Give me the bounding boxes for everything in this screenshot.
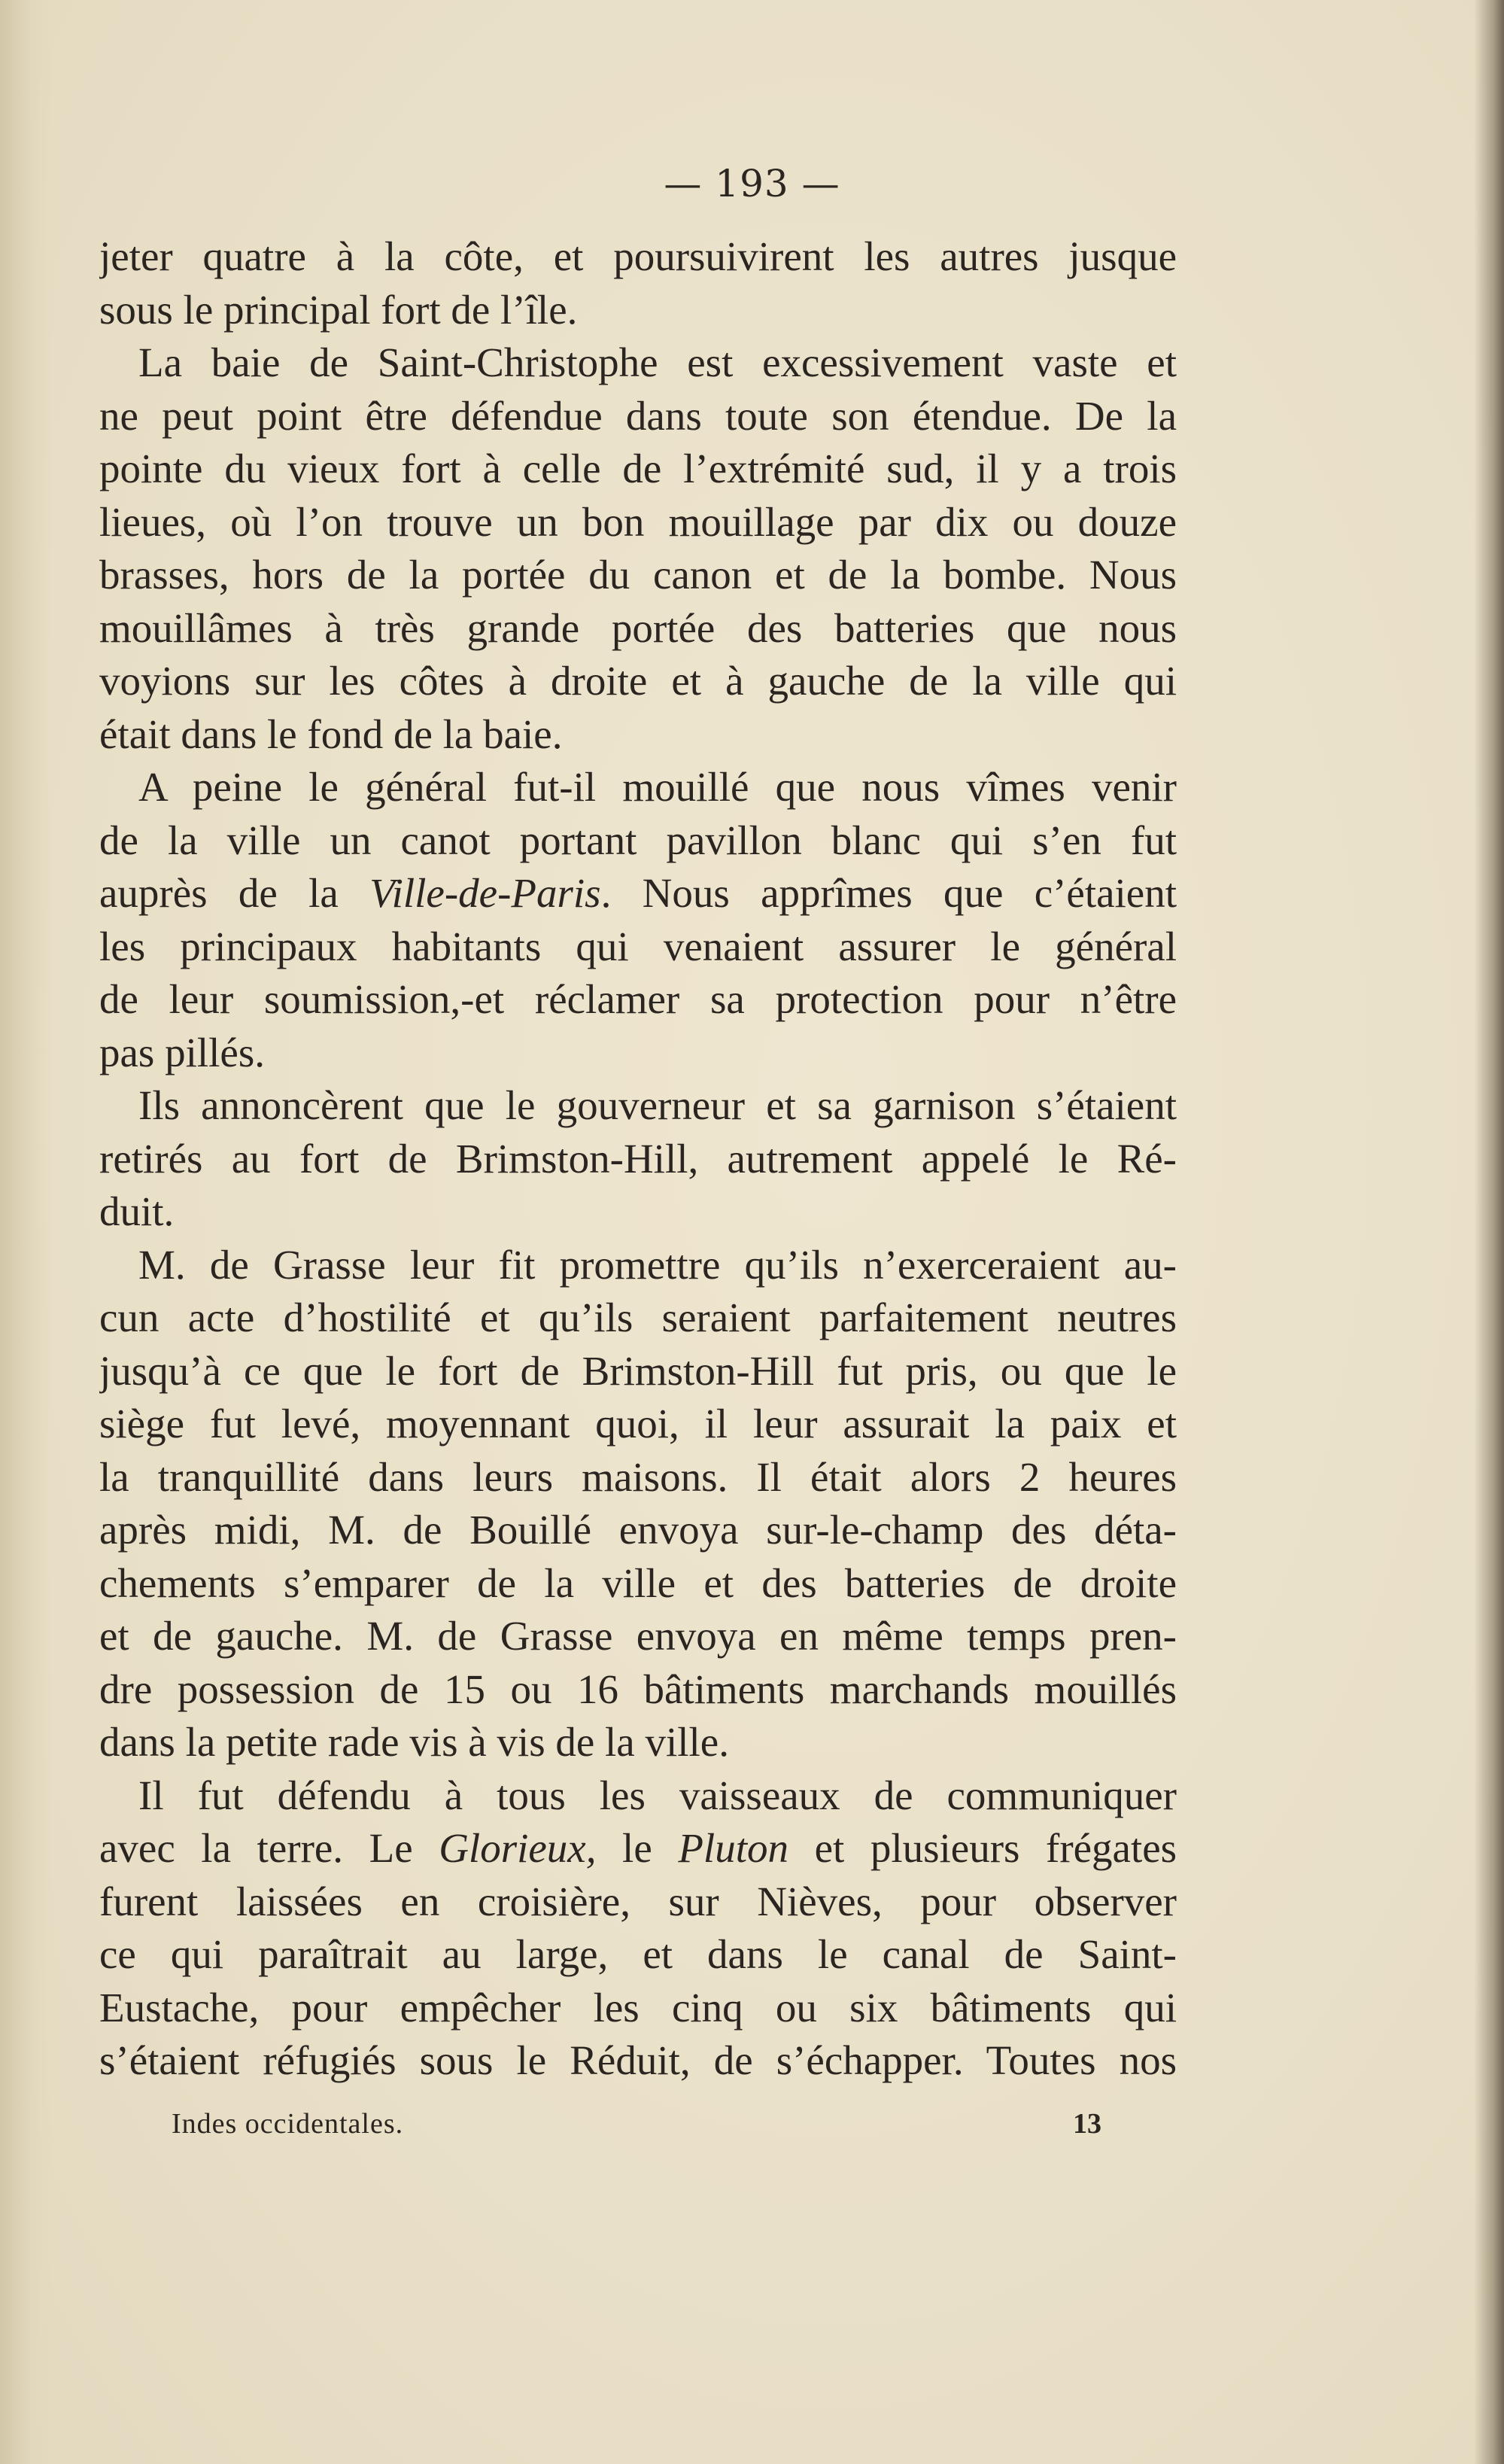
text-line: sous le principal fort de l’île. — [99, 286, 578, 333]
ship-name: Glorieux, — [439, 1825, 597, 1871]
text-line-mixed — [99, 1822, 1177, 1875]
ship-name: Pluton — [678, 1825, 788, 1871]
text-line: ne peut point être défendue dans toute son étendue. De la — [99, 392, 1177, 439]
text-line-mixed — [99, 867, 1177, 920]
text-line: furent laissées en croisière, sur Nièves, pour observer — [99, 1878, 1177, 1924]
text-line: dre possession de 15 ou 16 bâtiments marchands mouillés — [99, 1665, 1177, 1712]
text-line: de la ville un canot portant pavillon blanc qui s’en fut — [99, 817, 1177, 863]
text-segment: auprès de la — [99, 870, 339, 916]
text-line: ce qui paraîtrait au large, et dans le canal de Saint- — [99, 1931, 1177, 1977]
text-line: A peine le général fut-il mouillé que nous vîmes venir — [138, 764, 1177, 810]
text-line: après midi, M. de Bouillé envoya sur-le-champ des déta- — [99, 1507, 1177, 1553]
page-number: — 193 — — [664, 162, 840, 205]
text-line: et de gauche. M. de Grasse envoya en même temps pren- — [99, 1613, 1177, 1659]
text-line: s’étaient réfugiés sous le Réduit, de s’échapper. Toutes nos — [99, 2037, 1177, 2083]
sheet-number: 13 — [1073, 2108, 1101, 2140]
text-segment: . Nous apprîmes que c’étaient — [600, 870, 1177, 916]
text-line: était dans le fond de la baie. — [99, 710, 563, 757]
text-line: voyions sur les côtes à droite et à gauche de la ville qui — [99, 658, 1177, 704]
text-line: dans la petite rade vis à vis de la ville. — [99, 1719, 729, 1765]
ship-name: Ville-de-Paris — [369, 870, 601, 916]
text-line: jusqu’à ce que le fort de Brimston-Hill fut pris, ou que le — [99, 1347, 1177, 1394]
text-line: Eustache, pour empêcher les cinq ou six bâtiments qui — [99, 1984, 1177, 2031]
text-line: siège fut levé, moyennant quoi, il leur assurait la paix et — [99, 1401, 1177, 1446]
page-right-edge — [1474, 0, 1504, 2464]
text-line: chements s’emparer de la ville et des batteries de droite — [99, 1559, 1177, 1606]
text-line: la tranquillité dans leurs maisons. Il était alors 2 heures — [99, 1453, 1177, 1500]
text-segment: le — [622, 1825, 652, 1871]
text-line: Il fut défendu à tous les vaisseaux de communiquer — [138, 1772, 1177, 1818]
signature-mark: Indes occidentales. — [172, 2108, 404, 2140]
text-line: duit. — [99, 1188, 175, 1234]
text-line: M. de Grasse leur fit promettre qu’ils n’exerceraient au- — [138, 1241, 1177, 1288]
text-line: pointe du vieux fort à celle de l’extrémité sud, il y a trois — [99, 446, 1177, 491]
text-line: brasses, hors de la portée du canon et de la bombe. Nous — [99, 552, 1177, 598]
text-line: pas pillés. — [99, 1029, 265, 1075]
text-line: cun acte d’hostilité et qu’ils seraient parfaitement neutres — [99, 1294, 1177, 1340]
page-left-shadow — [0, 0, 53, 2464]
text-line: jeter quatre à la côte, et poursuivirent les autres jusque — [99, 233, 1177, 279]
text-line: retirés au fort de Brimston-Hill, autrement appelé le Ré- — [99, 1135, 1177, 1182]
text-line: les principaux habitants qui venaient assurer le général — [99, 923, 1177, 969]
page-body — [99, 230, 1177, 2088]
text-segment: avec la terre. Le — [99, 1825, 413, 1871]
text-line: lieues, où l’on trouve un bon mouillage par dix ou douze — [99, 498, 1177, 545]
text-line: Ils annoncèrent que le gouverneur et sa garnison s’étaient — [138, 1082, 1177, 1128]
text-line: La baie de Saint-Christophe est excessivement vaste et — [138, 339, 1177, 385]
text-line: de leur soumission,-et réclamer sa protection pour n’être — [99, 976, 1177, 1022]
text-segment: et plusieurs frégates — [814, 1825, 1177, 1871]
text-line: mouillâmes à très grande portée des batteries que nous — [99, 604, 1177, 651]
